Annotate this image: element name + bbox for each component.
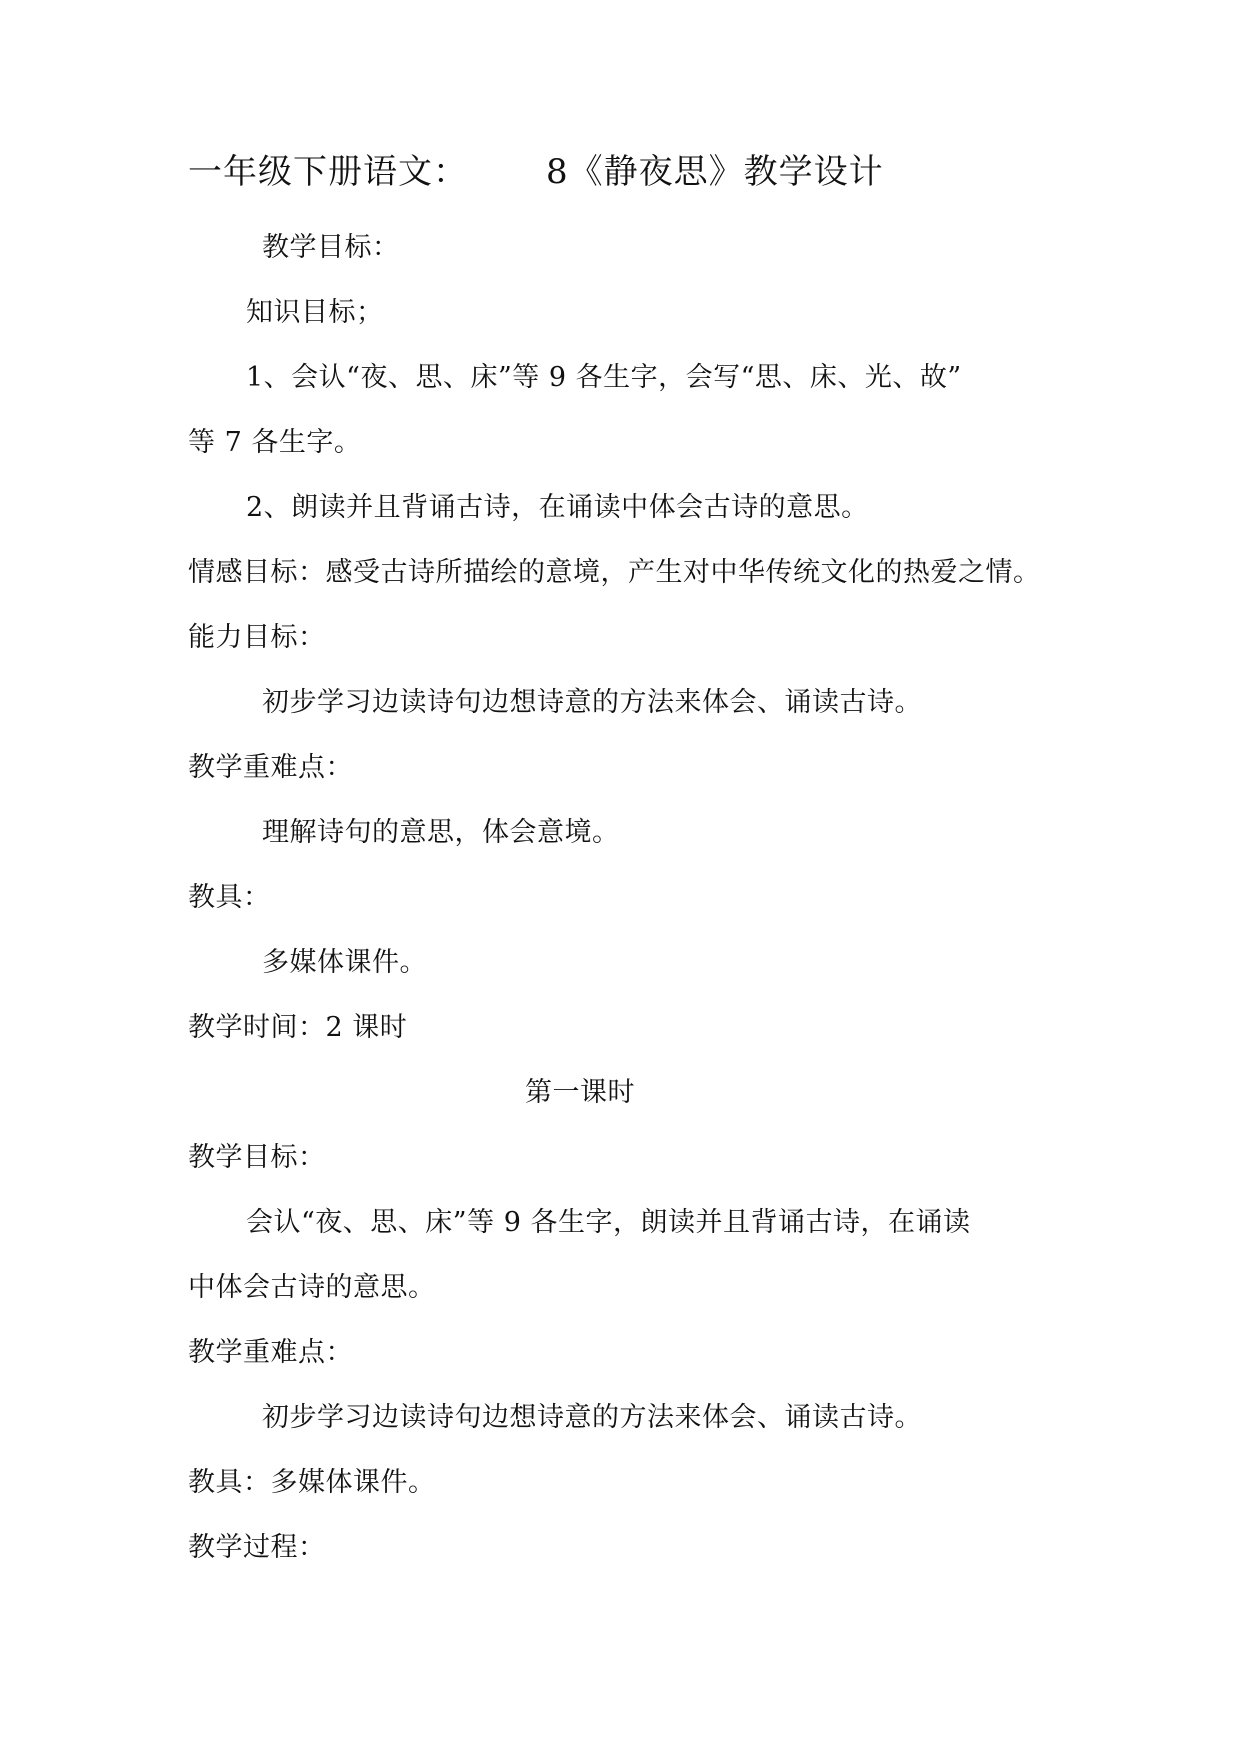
section-heading: 教学重难点： <box>188 752 353 783</box>
lesson-heading: 第一课时 <box>525 1077 635 1108</box>
paragraph-line: 多媒体课件。 <box>262 947 427 978</box>
title-main: 8《静夜思》教学设计 <box>546 152 884 192</box>
section-heading: 能力目标： <box>188 622 326 653</box>
paragraph-line: 初步学习边读诗句边想诗意的方法来体会、诵读古诗。 <box>262 1402 922 1433</box>
paragraph-line: 1、会认“夜、思、床”等 9 各生字，会写“思、床、光、故” <box>246 362 962 393</box>
section-heading: 教学过程： <box>188 1532 326 1563</box>
section-heading: 教学目标： <box>262 232 400 263</box>
paragraph-line: 2、朗读并且背诵古诗，在诵读中体会古诗的意思。 <box>246 492 869 523</box>
section-heading: 教学重难点： <box>188 1337 353 1368</box>
paragraph-line: 理解诗句的意思，体会意境。 <box>262 817 620 848</box>
section-heading: 教具： <box>188 882 271 913</box>
paragraph-line: 初步学习边读诗句边想诗意的方法来体会、诵读古诗。 <box>262 687 922 718</box>
document-title <box>188 148 884 196</box>
paragraph-line: 中体会古诗的意思。 <box>188 1272 436 1303</box>
paragraph-line: 教具：多媒体课件。 <box>188 1467 436 1498</box>
paragraph-line: 情感目标：感受古诗所描绘的意境，产生对中华传统文化的热爱之情。 <box>188 557 1041 588</box>
title-prefix: 一年级下册语文： <box>188 152 468 192</box>
section-heading: 教学目标： <box>188 1142 326 1173</box>
paragraph-line: 会认“夜、思、床”等 9 各生字，朗读并且背诵古诗，在诵读 <box>246 1207 971 1238</box>
paragraph-line: 等 7 各生字。 <box>188 427 362 458</box>
subsection-heading: 知识目标； <box>246 297 384 328</box>
paragraph-line: 教学时间：2 课时 <box>188 1012 408 1043</box>
